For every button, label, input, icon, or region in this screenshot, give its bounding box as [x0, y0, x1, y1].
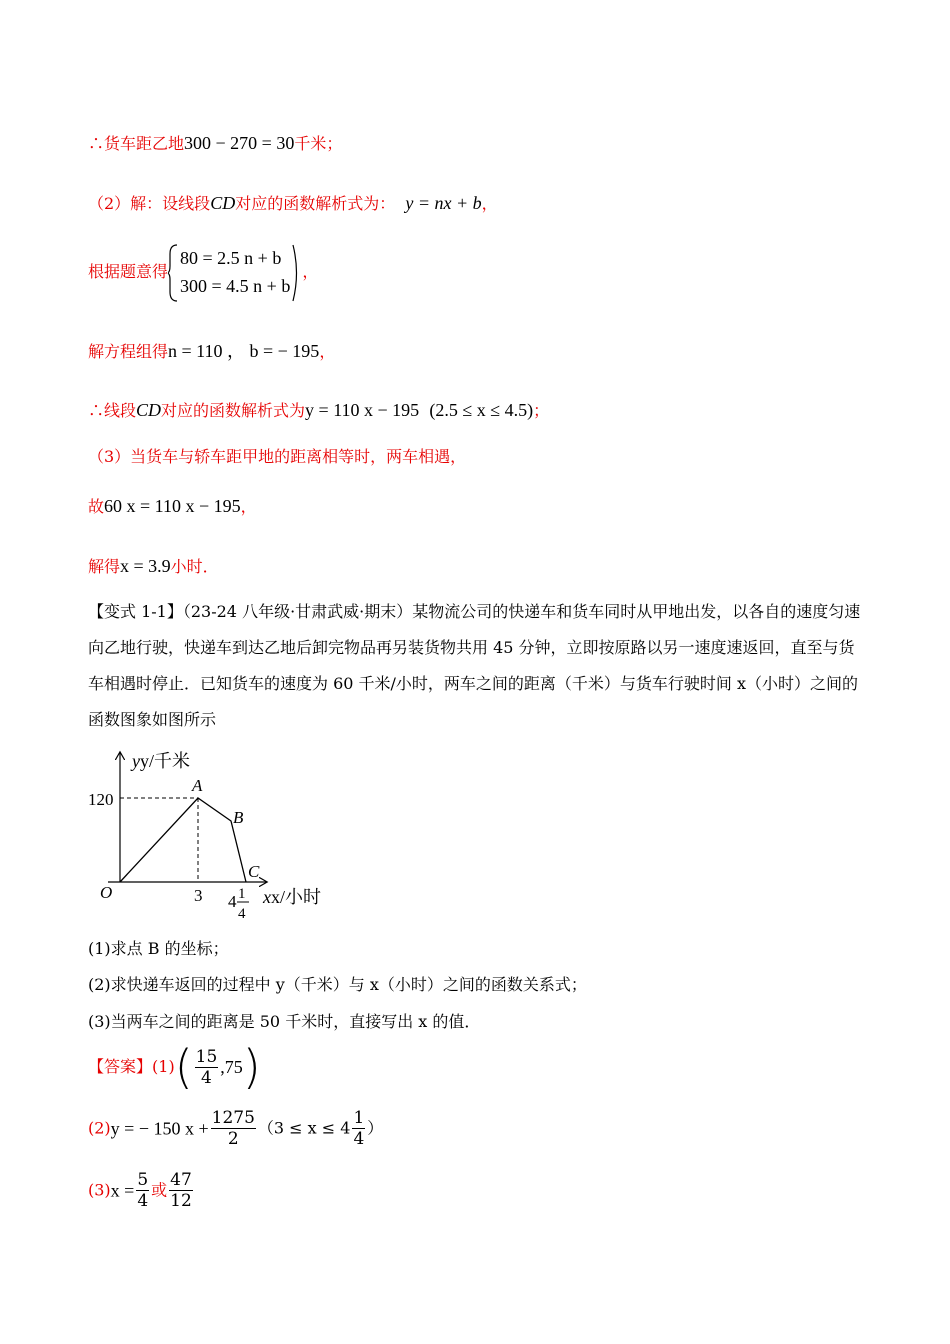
math-expression: n = 110 ， b = − 195 [168, 341, 320, 361]
answer-label: (1) [152, 1057, 175, 1076]
solution-line-6 [88, 449, 466, 465]
problem-tag: 【变式 1-1】 [88, 602, 183, 621]
solution-text: 千米； [294, 134, 343, 153]
fraction-denominator: 4 [353, 1129, 365, 1149]
math-expression: x = 3.9 [120, 556, 171, 576]
question-3: (3)当两车之间的距离是 50 千米时，直接写出 x 的值． [88, 1012, 481, 1031]
solution-text: ， [319, 342, 336, 361]
graph-polyline [120, 798, 246, 882]
equation-row: 300 = 4.5 n + b [180, 276, 291, 296]
solution-text: 小时． [170, 557, 219, 576]
solution-line-3 [88, 244, 318, 300]
point-c-label: C [248, 862, 260, 881]
math-expression: ,75 [220, 1057, 243, 1077]
solution-text: ； [533, 401, 550, 420]
fraction-denominator: 4 [137, 1191, 149, 1211]
domain-range: ） [367, 1118, 384, 1138]
right-paren: ) [242, 1040, 261, 1094]
y-tick-120: 120 [88, 790, 114, 809]
solution-line-8 [88, 557, 219, 575]
left-brace [168, 244, 178, 302]
solution-text: 对应的函数解析式为： [235, 194, 396, 213]
answer-3 [88, 1170, 195, 1211]
fraction-numerator: 5 [137, 1170, 149, 1190]
equation-system [168, 244, 302, 300]
solution-text: ∴货车距乙地 [88, 134, 185, 153]
fraction-denominator: 2 [227, 1129, 239, 1149]
answer-tag: 【答案】 [88, 1057, 153, 1076]
point-a-label: A [192, 776, 203, 795]
math-expression: y = nx + b [405, 193, 482, 213]
left-paren: ( [174, 1040, 193, 1094]
solution-text: 对应的函数解析式为 [161, 401, 306, 420]
fraction [169, 1170, 193, 1211]
answer-label: (3) [88, 1180, 111, 1200]
x-tick-3: 3 [194, 886, 203, 905]
solution-text: （2）解：设线段 [88, 194, 211, 213]
math-expression: x = [110, 1180, 135, 1201]
equation-row: 80 = 2.5 n + b [180, 248, 282, 268]
solution-text: 解方程组得 [88, 342, 169, 361]
origin-label: O [100, 883, 113, 902]
right-paren [292, 244, 302, 302]
segment-label: CD [136, 400, 162, 420]
distance-time-graph [88, 745, 328, 925]
fraction-denominator: 4 [201, 1067, 212, 1088]
problem-statement [88, 594, 868, 738]
solution-text: 根据题意得 [88, 262, 169, 281]
domain-range: (2.5 ≤ x ≤ 4.5) [429, 400, 534, 420]
solution-line-5 [88, 401, 549, 419]
solution-text: 解得 [88, 557, 121, 576]
segment-label: CD [210, 193, 236, 213]
domain-range: （3 ≤ x ≤ 4 [257, 1118, 351, 1138]
fraction-denominator: 12 [170, 1191, 192, 1211]
solution-text: 故 [88, 497, 105, 516]
or-text: 或 [151, 1180, 168, 1200]
fraction-numerator: 1275 [211, 1108, 255, 1128]
x-tick-whole: 4 [228, 892, 237, 911]
solution-text: ， [481, 194, 498, 213]
fraction [211, 1108, 256, 1149]
problem-text: （23-24 八年级·甘肃武威·期末）某物流公司的快递车和货车同时从甲地出发，以各自的速度匀速向乙地行驶，快递车到达乙地后卸完物品再另装货物共用 45 分钟，立即按原路以另一速度速返回，直至与货车相遇时停止．已知货车的速度为 60 千米/小时，两车之间的距离（千米）与货车行驶时间 x（小时）之间的函数图象如图所示 [88, 602, 861, 729]
solution-text: ∴线段 [88, 401, 137, 420]
answer-2 [88, 1108, 383, 1149]
point-b-label: B [233, 808, 244, 827]
x-axis-label: xx/小时 [263, 887, 322, 907]
math-expression: y = − 150 x + [110, 1118, 209, 1139]
answer-label: (2) [88, 1118, 111, 1138]
x-tick-numerator: 1 [238, 886, 246, 902]
solution-line-4 [88, 342, 335, 360]
fraction [352, 1108, 365, 1149]
solution-text: ， [302, 262, 319, 281]
fraction-numerator: 47 [170, 1170, 192, 1190]
fraction [136, 1170, 149, 1211]
fraction-numerator: 1 [353, 1108, 365, 1128]
x-tick-denominator: 4 [238, 906, 246, 922]
math-expression: 300 − 270 = 30 [184, 133, 295, 153]
question-1: (1)求点 B 的坐标； [88, 939, 229, 958]
fraction-numerator: 15 [195, 1046, 218, 1067]
solution-line-7 [88, 497, 257, 515]
math-expression: 60 x = 110 x − 195 [104, 496, 241, 516]
math-expression: y = 110 x − 195 [305, 400, 420, 420]
solution-line-1 [88, 134, 342, 152]
solution-text: （3）当货车与轿车距甲地的距离相等时，两车相遇， [88, 447, 467, 466]
solution-text: ， [240, 497, 257, 516]
fraction [195, 1047, 219, 1088]
solution-line-2 [88, 194, 498, 212]
y-axis-label: yy/千米 [132, 751, 191, 771]
answer-1 [88, 1040, 261, 1094]
question-2: (2)求快递车返回的过程中 y（千米）与 x（小时）之间的函数关系式； [88, 975, 587, 994]
